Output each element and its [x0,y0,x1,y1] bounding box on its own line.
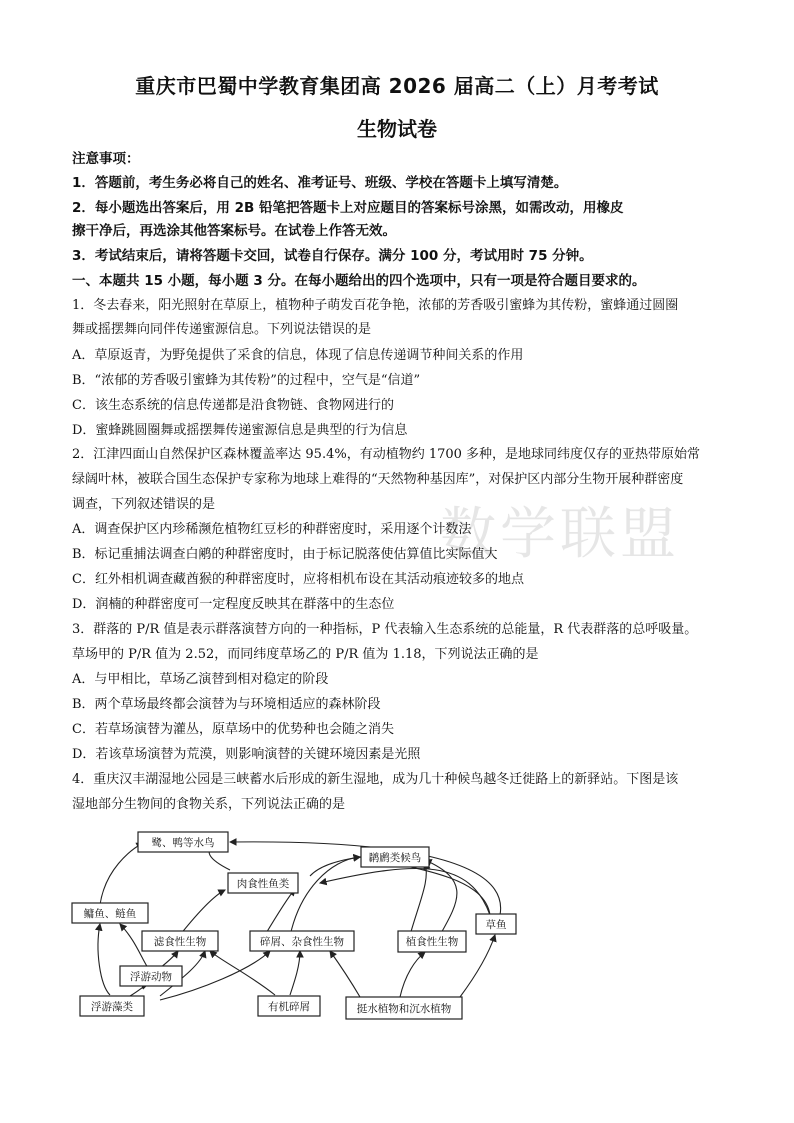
arrow-grasscarp-to-carnfish [320,868,490,915]
note-2: 2．每小题选出答案后，用 2B 铅笔把答题卡上对应题目的答案标号涂黑，如需改动，用橡皮 [72,200,624,216]
notes-heading: 注意事项： [72,151,140,167]
note-2-cont: 擦干净后，再选涂其他答案标号。在试卷上作答无效。 [72,223,396,239]
arrow-plants-to-herbivore [400,952,425,997]
q1-option-c: C．该生态系统的信息传递都是沿食物链、食物网进行的 [72,398,394,413]
arrow-herbivore-to-grebe [410,863,426,935]
q2-option-c: C．红外相机调查藏酋猴的种群密度时，应将相机布设在其活动痕迹较多的地点 [72,572,524,587]
arrow-algae-to-bighead [98,924,110,995]
q1-stem-cont: 舞或摇摆舞向同伴传递蜜源信息。下列说法错误的是 [72,322,372,337]
arrow-detritivore-to-carnfish [265,889,295,935]
note-1: 1．答题前，考生务必将自己的姓名、准考证号、班级、学校在答题卡上填写清楚。 [72,175,568,191]
q4-stem-cont: 湿地部分生物间的食物关系，下列说法正确的是 [72,797,346,812]
note-3: 3．考试结束后，请将答题卡交回，试卷自行保存。满分 100 分，考试用时 75 分钟。 [72,248,593,264]
q4-stem: 4．重庆汉丰湖湿地公园是三峡蓄水后形成的新生湿地，成为几十种候鸟越冬迁徙路上的新驿站。下图是该 [72,772,679,787]
node-filter-label: 滤食性生物 [153,936,207,948]
arrow-filter-to-carnfish [180,890,225,935]
arrow-detritivore-to-grebe [290,857,360,936]
q3-stem: 3．群落的 P/R 值是表示群落演替方向的一种指标，P 代表输入生态系统的总能量，R 代表群落的总呼吸量。 [72,622,698,637]
q1-option-d: D．蜜蜂跳圆圈舞或摇摆舞传递蜜源信息是典型的行为信息 [72,423,408,438]
node-detritivore [250,931,354,951]
q2-stem-cont2: 调查，下列叙述错误的是 [72,497,216,512]
q2-option-d: D．润楠的种群密度可一定程度反映其在群落中的生态位 [72,597,395,612]
q3-stem-cont: 草场甲的 P/R 值为 2.52，而同纬度草场乙的 P/R 值为 1.18，下列说法正确的是 [72,647,539,662]
node-grasscarp-label: 草鱼 [485,919,507,931]
exam-title: 重庆市巴蜀中学教育集团高 2026 届高二（上）月考考试 [135,74,659,98]
q2-option-b: B．标记重捕法调查白鹇的种群密度时，由于标记脱落使估算值比实际值大 [72,547,498,562]
q2-stem: 2．江津四面山自然保护区森林覆盖率达 95.4%，有动植物约 1700 多种，是地球同纬度仅存的亚热带原始常 [72,447,701,462]
node-egret-label: 鹭、鸭等水鸟 [151,837,215,849]
node-bighead-label: 鳙鱼、鲢鱼 [83,908,137,920]
q3-option-a: A．与甲相比，草场乙演替到相对稳定的阶段 [72,672,329,687]
arrow-organic-to-filter [210,951,275,995]
node-carnfish-label: 肉食性鱼类 [236,878,290,890]
node-carnfish [228,873,298,893]
node-zooplankton [120,966,182,986]
node-egret [138,832,228,852]
node-organic-label: 有机碎屑 [268,1001,310,1013]
q3-option-d: D．若该草场演替为荒漠，则影响演替的关键环境因素是光照 [72,747,421,762]
node-herbivore [398,931,466,952]
watermark: 数学联盟 [440,502,680,567]
node-plants [346,997,462,1019]
node-detritivore-label: 碎屑、杂食性生物 [260,936,344,948]
q1-stem: 1．冬去春来，阳光照射在草原上，植物种子萌发百花争艳，浓郁的芳香吸引蜜蜂为其传粉，蜜蜂通过圆圈 [72,298,679,313]
q2-option-a: A．调查保护区内珍稀濒危植物红豆杉的种群密度时，采用逐个计数法 [72,522,472,537]
q1-option-a: A．草原返青，为野兔提供了采食的信息，体现了信息传递调节种间关系的作用 [72,348,524,363]
node-zooplankton-label: 浮游动物 [130,971,172,983]
node-filter [142,931,218,951]
node-herbivore-label: 植食性生物 [405,936,459,948]
q3-option-c: C．若草场演替为灌丛，原草场中的优势种也会随之消失 [72,722,394,737]
node-plants-label: 挺水植物和沉水植物 [356,1003,452,1015]
node-grebe [361,847,429,867]
node-organic [258,996,320,1016]
arrow-bighead-to-egret [100,843,143,905]
exam-subtitle: 生物试卷 [357,117,437,141]
arrow-plants-to-detritivore [330,951,360,997]
q1-option-b: B．“浓郁的芳香吸引蜜蜂为其传粉”的过程中，空气是“信道” [72,373,421,388]
q3-option-b: B．两个草场最终都会演替为与环境相适应的森林阶段 [72,697,381,712]
node-algae-label: 浮游藻类 [91,1001,133,1013]
node-grasscarp [476,914,516,934]
arrow-organic-to-detritivore [290,951,300,995]
q2-stem-cont: 绿阔叶林，被联合国生态保护专家称为地球上难得的“天然物种基因库”，对保护区内部分生物开展种群密度 [72,472,684,487]
section-heading: 一、本题共 15 小题，每小题 3 分。在每小题给出的四个选项中，只有一项是符合题目要求的。 [72,273,646,289]
node-grebe-label: 䴙䴘类候鸟 [368,852,422,864]
arrow-carnfish-to-grebe [310,857,360,876]
node-bighead [72,903,148,923]
node-algae [80,996,144,1016]
